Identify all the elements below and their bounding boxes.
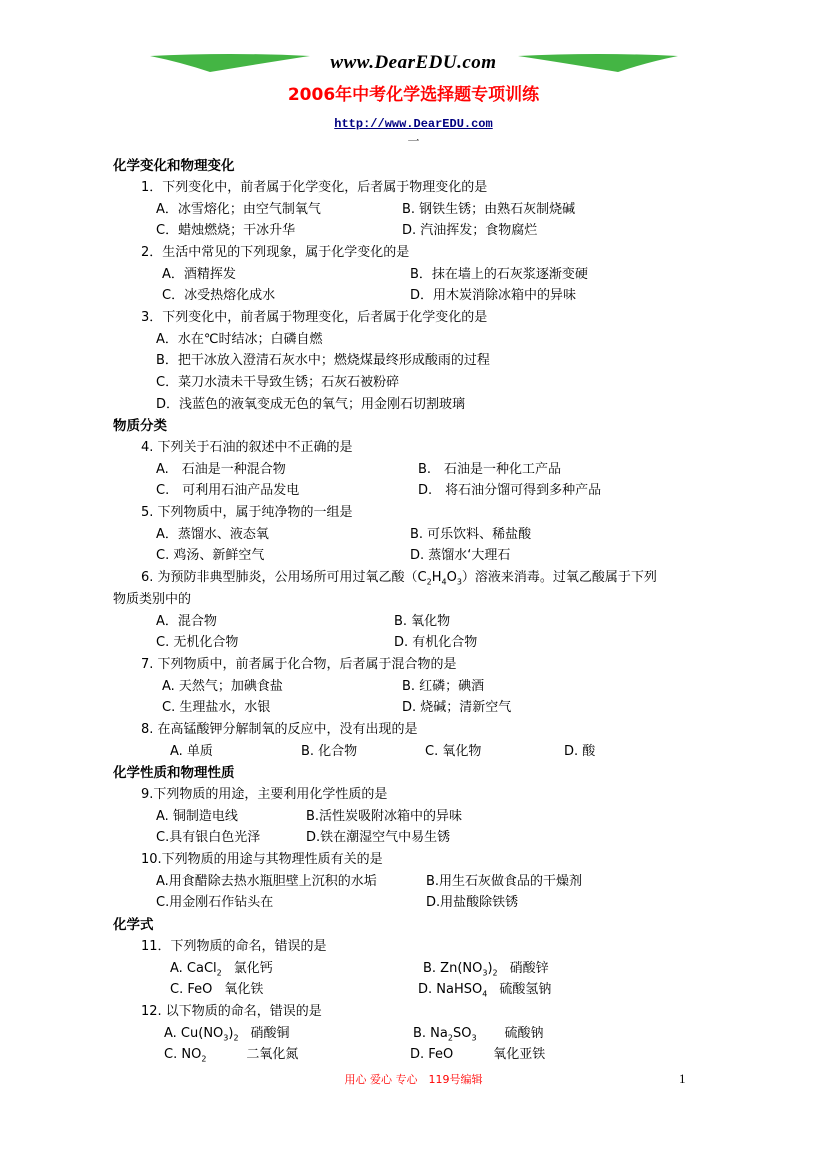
section-heading: 化学式 [113,917,154,933]
site-url-link[interactable]: http://www.DearEDU.com [334,117,493,131]
footer-text: 用心 爱心 专心 119号编辑 [344,1073,483,1086]
option-d: D. 有机化合物 [394,635,478,650]
option-d: D. FeO 氧化亚铁 [410,1047,546,1062]
option-c: C. 生理盐水，水银 [162,700,271,715]
option-b: B．抹在墙上的石灰浆逐渐变硬 [410,267,588,282]
option-d: D.用盐酸除铁锈 [426,895,519,910]
option-b: B. $Na_2SO_3$ 硫酸钠 [413,1026,544,1043]
option-a: A．蒸馏水、液态氧 [156,527,269,542]
option-d: D. 蒸馏水‘大理石 [410,548,511,563]
option-d: D．用木炭消除冰箱中的异味 [410,288,577,303]
option-b: B. 化合物 [301,744,358,759]
option-a: A. CaCl$_2$ 氯化钙 [170,961,273,978]
part-number: 一 [407,134,420,148]
option-a: A.用食醋除去热水瓶胆壁上沉积的水垢 [156,874,377,889]
option-d: D. 将石油分馏可得到多种产品 [418,483,602,498]
option-a: A. 铜制造电线 [156,809,238,824]
option-b: B. $Zn(NO_3)_2$ 硝酸锌 [423,961,549,978]
option-a: A. 单质 [170,744,213,759]
site-name: www.DearEDU.com [330,52,497,73]
option-a: A．混合物 [156,614,217,629]
question-stem: 12. 以下物质的命名，错误的是 [141,1004,322,1019]
option-c: C.用金刚石作钻头在 [156,895,274,910]
question-stem: 4. 下列关于石油的叙述中不正确的是 [141,440,353,455]
question-stem: 7. 下列物质中，前者属于化合物，后者属于混合物的是 [141,657,457,672]
option-a: A. 石油是一种混合物 [156,462,286,477]
option-b: B.活性炭吸附冰箱中的异味 [306,809,463,824]
question-stem: 3．下列变化中，前者属于物理变化，后者属于化学变化的是 [141,310,488,325]
option-b: B. 氧化物 [394,614,451,629]
page-number: 1 [679,1071,686,1086]
option-c: C．菜刀水渍未干导致生锈；石灰石被粉碎 [156,375,400,390]
question-stem: 5. 下列物质中，属于纯净物的一组是 [141,505,353,520]
option-c: C. 可利用石油产品发电 [156,483,300,498]
option-c: C. 氧化物 [425,744,482,759]
section-heading: 化学变化和物理变化 [113,158,235,174]
option-c: C．冰受热熔化成水 [162,288,276,303]
option-b: B. 红磷；碘酒 [402,679,485,694]
page-title: 2006年中考化学选择题专项训练 [287,85,540,105]
option-d: D. 汽油挥发；食物腐烂 [402,223,538,238]
option-c: C. $NO_2$ 二氧化氮 [164,1047,299,1064]
question-stem: 9.下列物质的用途，主要利用化学性质的是 [141,787,388,802]
option-b: B. 钢铁生锈；由熟石灰制烧碱 [402,202,576,217]
question-stem: 8. 在高锰酸钾分解制氧的反应中，没有出现的是 [141,722,418,737]
question-stem-continued: 物质类别中的 [113,592,192,607]
option-a: A．冰雪熔化；由空气制氧气 [156,202,321,217]
option-c: C. 鸡汤、新鲜空气 [156,548,265,563]
option-d: D. 烧碱；清新空气 [402,700,512,715]
question-stem: 10.下列物质的用途与其物理性质有关的是 [141,852,383,867]
option-b: B．把干冰放入澄清石灰水中；燃烧煤最终形成酸雨的过程 [156,353,490,368]
option-a: A．水在℃时结冰；白磷自燃 [156,332,323,347]
section-heading: 物质分类 [113,418,167,434]
option-d: D.铁在潮湿空气中易生锈 [306,830,451,845]
option-a: A. $Cu(NO_3)_2$ 硝酸铜 [164,1026,290,1043]
option-c: C. 无机化合物 [156,635,239,650]
option-a: A. 天然气；加碘食盐 [162,679,283,694]
question-stem: 11．下列物质的命名，错误的是 [141,939,327,954]
option-d: D．浅蓝色的液氧变成无色的氧气；用金刚石切割玻璃 [156,397,466,412]
option-b: B. 石油是一种化工产品 [418,462,562,477]
option-b: B.用生石灰做食品的干燥剂 [426,874,583,889]
question-stem: 1．下列变化中，前者属于化学变化，后者属于物理变化的是 [141,180,488,195]
option-a: A．酒精挥发 [162,267,236,282]
question-stem: 6. 为预防非典型肺炎，公用场所可用过氧乙酸$(C_2H_4O_3)$溶液来消毒。过氧乙酸属于下列 [141,570,657,587]
option-d: D. NaHSO$_4$ 硫酸氢钠 [418,982,552,999]
option-c: C．蜡烛燃烧；干冰升华 [156,223,296,238]
option-c: C. FeO 氧化铁 [170,982,264,997]
option-b: B. 可乐饮料、稀盐酸 [410,527,532,542]
section-heading: 化学性质和物理性质 [113,765,235,781]
question-stem: 2．生活中常见的下列现象，属于化学变化的是 [141,245,410,260]
option-d: D. 酸 [564,744,596,759]
option-c: C.具有银白色光泽 [156,830,261,845]
